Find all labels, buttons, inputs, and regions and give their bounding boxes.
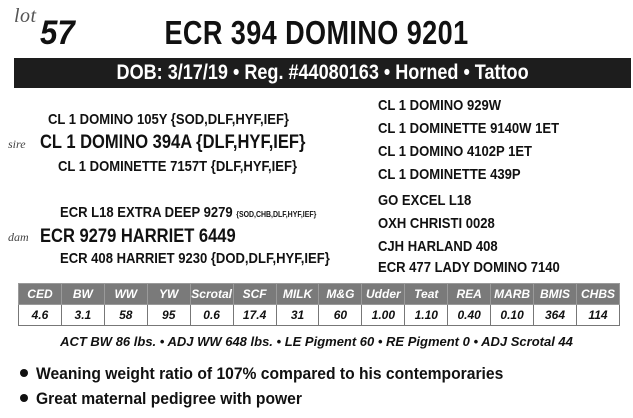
epd-value: 114 [576, 305, 619, 326]
dam-role-label: dam [8, 230, 29, 244]
epd-header: SCF [233, 284, 276, 305]
epd-header: Scrotal [190, 284, 233, 305]
epd-value: 3.1 [61, 305, 104, 326]
epd-header: CED [19, 284, 62, 305]
bullet-dot-icon [20, 369, 28, 377]
epd-value: 60 [319, 305, 362, 326]
right-ancestor: ECR 477 LADY DOMINO 7140 [378, 259, 560, 276]
epd-value: 17.4 [233, 305, 276, 326]
lot-label: lot [14, 5, 37, 27]
bullet-item [20, 364, 544, 384]
dam-sire [60, 204, 316, 221]
sire-role-label: sire [8, 137, 26, 151]
epd-value: 1.00 [362, 305, 405, 326]
epd-header: Teat [405, 284, 448, 305]
dam-dam: ECR 408 HARRIET 9230 {DOD,DLF,HYF,IEF} [60, 250, 330, 267]
epd-header: MARB [491, 284, 534, 305]
epd-header: REA [448, 284, 491, 305]
measures-line: ACT BW 86 lbs. • ADJ WW 648 lbs. • LE Pigment 60 • RE Pigment 0 • ADJ Scrotal 44 [60, 334, 573, 349]
sire-sire: CL 1 DOMINO 105Y {SOD,DLF,HYF,IEF} [48, 111, 290, 128]
epd-table [18, 283, 620, 326]
right-ancestor: CJH HARLAND 408 [378, 238, 498, 255]
right-ancestor: CL 1 DOMINO 929W [378, 97, 502, 114]
bullet-dot-icon [20, 394, 28, 402]
right-ancestor: CL 1 DOMINETTE 9140W 1ET [378, 120, 560, 137]
right-ancestor: CL 1 DOMINETTE 439P [378, 166, 521, 183]
epd-value: 0.10 [491, 305, 534, 326]
epd-value: 95 [147, 305, 190, 326]
epd-value: 364 [534, 305, 577, 326]
epd-header: YW [147, 284, 190, 305]
dam-name: ECR 9279 HARRIET 6449 [40, 226, 236, 247]
right-ancestor: CL 1 DOMINO 4102P 1ET [378, 143, 533, 160]
lot-number: 57 [40, 14, 75, 52]
epd-value: 31 [276, 305, 319, 326]
sire-dam: CL 1 DOMINETTE 7157T {DLF,HYF,IEF} [58, 158, 298, 175]
epd-value: 58 [104, 305, 147, 326]
bullet-text: Weaning weight ratio of 107% compared to his contemporaries [36, 364, 504, 383]
epd-value-row [19, 305, 620, 326]
epd-value: 0.6 [190, 305, 233, 326]
epd-header: BMIS [534, 284, 577, 305]
epd-header: MILK [276, 284, 319, 305]
epd-header: CHBS [576, 284, 619, 305]
epd-value: 4.6 [19, 305, 62, 326]
epd-header: M&G [319, 284, 362, 305]
animal-title: ECR 394 DOMINO 9201 [164, 14, 469, 51]
epd-header: Udder [362, 284, 405, 305]
epd-value: 0.40 [448, 305, 491, 326]
bullet-item [20, 389, 325, 409]
epd-header: BW [61, 284, 104, 305]
info-bar [14, 58, 631, 88]
dam-sire-tags: {SOD,CHB,DLF,HYF,IEF} [236, 210, 317, 219]
right-ancestor: GO EXCEL L18 [378, 192, 472, 209]
epd-header-row [19, 284, 620, 305]
sire-name: CL 1 DOMINO 394A {DLF,HYF,IEF} [40, 132, 306, 153]
epd-value: 1.10 [405, 305, 448, 326]
epd-header: WW [104, 284, 147, 305]
bullet-text: Great maternal pedigree with power [36, 389, 302, 408]
dam-sire-name: ECR L18 EXTRA DEEP 9279 [60, 204, 233, 221]
info-bar-text: DOB: 3/17/19 • Reg. #44080163 • Horned • Tattoo [116, 61, 529, 84]
right-ancestor: OXH CHRISTI 0028 [378, 215, 495, 232]
